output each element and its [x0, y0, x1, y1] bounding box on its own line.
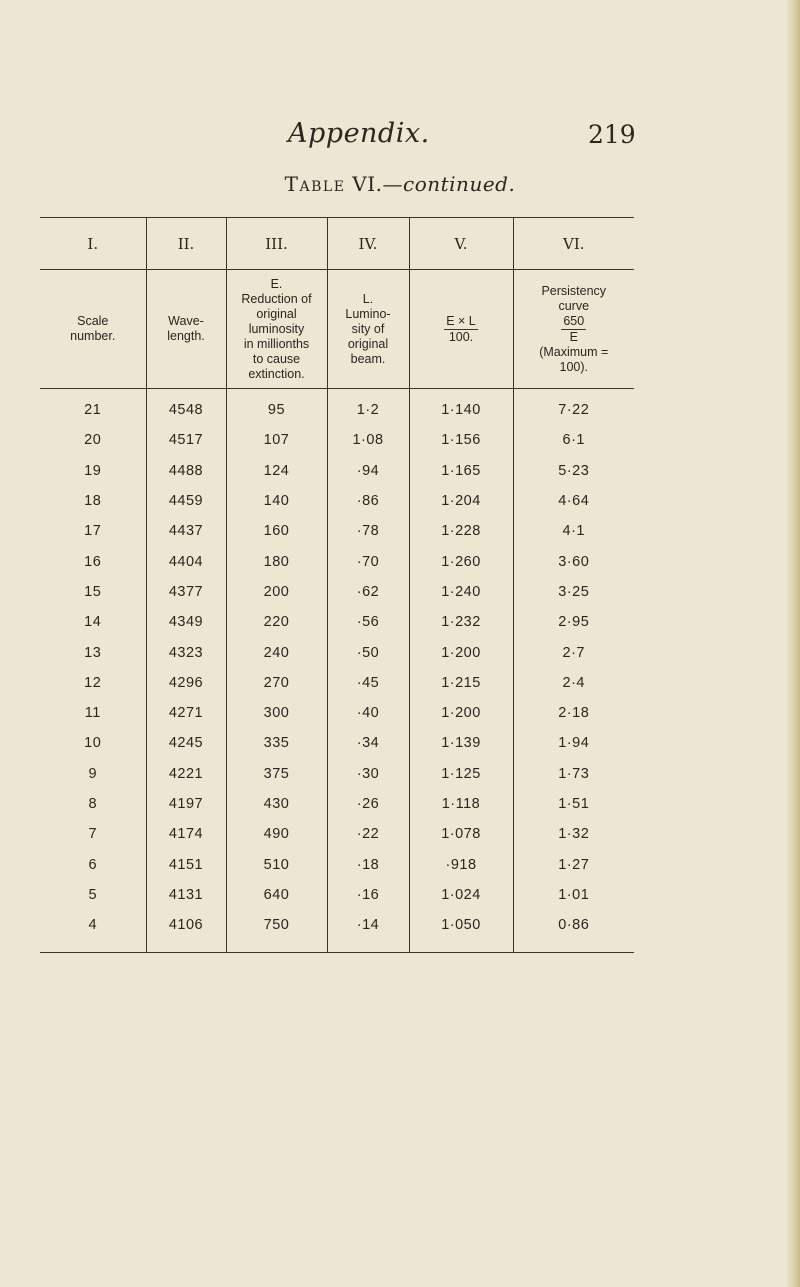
table-cell: 13: [40, 637, 146, 667]
desc-line: Wave-: [168, 314, 204, 328]
table-cell: 14: [40, 607, 146, 637]
table-cell: 4404: [146, 546, 226, 576]
table-cell: 7: [40, 819, 146, 849]
table-cell: ·56: [327, 607, 409, 637]
desc-line: Scale: [77, 314, 109, 328]
table-cell: 300: [226, 698, 327, 728]
table-cell: 95: [226, 389, 327, 426]
table-cell: 0·86: [513, 910, 634, 953]
table-cell: ·94: [327, 456, 409, 486]
table-cell: 9: [40, 759, 146, 789]
column-numeral: VI.: [513, 218, 634, 270]
table-cell: 4296: [146, 668, 226, 698]
table-cell: ·14: [327, 910, 409, 953]
desc-line: L.: [362, 291, 374, 306]
table-cell: 4517: [146, 425, 226, 455]
desc-line: length.: [167, 329, 205, 343]
table-cell: 7·22: [558, 402, 590, 419]
table-cell: 4271: [146, 698, 226, 728]
column-description-row: [40, 270, 634, 389]
desc-line: luminosity: [248, 321, 305, 336]
table-cell: 4377: [146, 577, 226, 607]
desc-line: (Maximum =: [539, 344, 609, 359]
table-cell: 5: [40, 880, 146, 910]
table-cell: 4·1: [562, 523, 585, 540]
table-cell: 2·95: [558, 614, 590, 631]
table-cell: 4·64: [558, 493, 590, 510]
table-row: [40, 607, 634, 637]
running-title: Appendix.: [288, 118, 430, 149]
table-row: [40, 516, 634, 546]
table-cell: 1·139: [409, 728, 513, 758]
table-cell: ·918: [409, 849, 513, 879]
table-cell: 1·165: [409, 456, 513, 486]
table-cell: 1·156: [409, 425, 513, 455]
table-cell: 107: [226, 425, 327, 455]
table-row: [40, 759, 634, 789]
fraction-denominator: 100.: [448, 329, 474, 344]
table-cell: 12: [40, 668, 146, 698]
table-cell: ·86: [327, 486, 409, 516]
caption-number: VI.: [352, 172, 383, 196]
table-cell: 200: [226, 577, 327, 607]
desc-line: curve: [558, 298, 590, 313]
table-body: [40, 389, 634, 953]
caption-table-word: Table: [284, 172, 346, 196]
column-description: [409, 270, 513, 389]
table-row: [40, 425, 634, 455]
table-cell: 4197: [146, 789, 226, 819]
desc-line: original: [347, 336, 389, 351]
table-cell: 1·140: [409, 389, 513, 426]
table-cell: 3·60: [558, 553, 590, 570]
column-description: [40, 270, 146, 389]
table-cell: 4131: [146, 880, 226, 910]
table-cell: 1·240: [409, 577, 513, 607]
table-cell: 21: [40, 389, 146, 426]
table-row: [40, 849, 634, 879]
table-cell: ·16: [327, 880, 409, 910]
table-cell: 124: [226, 456, 327, 486]
column-numeral: I.: [40, 218, 146, 270]
table-row: [40, 728, 634, 758]
table-cell: 1·024: [409, 880, 513, 910]
table-cell: 4151: [146, 849, 226, 879]
table-cell: ·40: [327, 698, 409, 728]
desc-line: 100).: [559, 359, 588, 374]
table-cell: 6: [40, 849, 146, 879]
table-cell: 4459: [146, 486, 226, 516]
column-numeral-row: [40, 218, 634, 270]
table-cell: 1·050: [409, 910, 513, 953]
table-cell: 10: [40, 728, 146, 758]
table-row: [40, 577, 634, 607]
table-cell: 1·73: [558, 765, 590, 782]
table-cell: 160: [226, 516, 327, 546]
table-cell: 1·215: [409, 668, 513, 698]
desc-line: original: [256, 306, 297, 321]
table-row: [40, 789, 634, 819]
table-cell: 490: [226, 819, 327, 849]
table-cell: 4548: [146, 389, 226, 426]
table-cell: 2·7: [562, 644, 585, 661]
table-cell: 1·118: [409, 789, 513, 819]
table-cell: 4106: [146, 910, 226, 953]
table-row: [40, 546, 634, 576]
column-numeral: II.: [146, 218, 226, 270]
table-cell: 20: [40, 425, 146, 455]
table-cell: 19: [40, 456, 146, 486]
table-cell: 140: [226, 486, 327, 516]
table-row: [40, 637, 634, 667]
table-cell: 270: [226, 668, 327, 698]
table-cell: 2·4: [562, 674, 585, 691]
desc-line: in millionths: [243, 336, 310, 351]
table-cell: 1·228: [409, 516, 513, 546]
table-cell: ·18: [327, 849, 409, 879]
table-cell: ·70: [327, 546, 409, 576]
table-cell: 4: [40, 910, 146, 953]
table-row: [40, 819, 634, 849]
table-cell: ·34: [327, 728, 409, 758]
table-cell: 4221: [146, 759, 226, 789]
table-cell: 4323: [146, 637, 226, 667]
table-row: [40, 698, 634, 728]
table-cell: 4174: [146, 819, 226, 849]
table-cell: 1·08: [327, 425, 409, 455]
table-cell: 220: [226, 607, 327, 637]
table-cell: 1·078: [409, 819, 513, 849]
table-cell: ·50: [327, 637, 409, 667]
page-number: 219: [588, 120, 636, 149]
fraction-numerator: E × L: [446, 313, 476, 328]
page-header: [0, 118, 800, 158]
table-cell: 1·27: [558, 856, 590, 873]
table-row: [40, 880, 634, 910]
column-description: [146, 270, 226, 389]
table-cell: 4349: [146, 607, 226, 637]
desc-line: beam.: [350, 351, 386, 366]
table-row: [40, 389, 634, 426]
table-cell: 17: [40, 516, 146, 546]
table-cell: 5·23: [558, 462, 590, 479]
table-cell: 240: [226, 637, 327, 667]
table-cell: 1·01: [558, 886, 590, 903]
desc-line: extinction.: [248, 366, 305, 381]
column-numeral: III.: [226, 218, 327, 270]
table-cell: 640: [226, 880, 327, 910]
table-cell: 430: [226, 789, 327, 819]
table-cell: ·78: [327, 516, 409, 546]
table-row: [40, 668, 634, 698]
table-row: [40, 910, 634, 953]
table-cell: 1·204: [409, 486, 513, 516]
table-row: [40, 456, 634, 486]
table-cell: 2·18: [558, 705, 590, 722]
table-cell: 15: [40, 577, 146, 607]
table-cell: 3·25: [558, 583, 590, 600]
table-cell: 11: [40, 698, 146, 728]
column-numeral: IV.: [327, 218, 409, 270]
table-cell: 1·200: [409, 637, 513, 667]
table-cell: 1·2: [327, 389, 409, 426]
desc-line: number.: [70, 329, 116, 343]
table-cell: ·45: [327, 668, 409, 698]
table-cell: 18: [40, 486, 146, 516]
table-cell: 510: [226, 849, 327, 879]
desc-line: Lumino-: [345, 306, 391, 321]
table-cell: 4245: [146, 728, 226, 758]
fraction-denominator: E: [569, 329, 578, 344]
fraction: [561, 314, 586, 345]
table-cell: 750: [226, 910, 327, 953]
table-cell: 4437: [146, 516, 226, 546]
data-table: [40, 217, 634, 953]
table-caption: [0, 172, 800, 196]
table-cell: ·62: [327, 577, 409, 607]
desc-line: sity of: [351, 321, 385, 336]
desc-line: Reduction of: [241, 291, 312, 306]
column-description: [226, 270, 327, 389]
table-cell: 1·32: [558, 826, 590, 843]
fraction: [444, 314, 478, 345]
table-cell: 16: [40, 546, 146, 576]
table-cell: 4488: [146, 456, 226, 486]
desc-line: to cause: [252, 351, 301, 366]
desc-line: E.: [270, 276, 283, 291]
fraction-numerator: 650: [563, 313, 585, 328]
table-cell: ·22: [327, 819, 409, 849]
table-cell: ·30: [327, 759, 409, 789]
table-cell: 375: [226, 759, 327, 789]
table-cell: 1·232: [409, 607, 513, 637]
table-cell: 1·51: [558, 796, 590, 812]
table-cell: 8: [40, 789, 146, 819]
column-description: [513, 270, 634, 389]
table-cell: 1·260: [409, 546, 513, 576]
column-numeral: V.: [409, 218, 513, 270]
table-cell: 180: [226, 546, 327, 576]
table-cell: 1·94: [558, 735, 590, 752]
column-description: [327, 270, 409, 389]
table-row: [40, 486, 634, 516]
table-cell: 6·1: [562, 432, 585, 449]
table-cell: 335: [226, 728, 327, 758]
table-cell: ·26: [327, 789, 409, 819]
table-cell: 1·200: [409, 698, 513, 728]
table-cell: 1·125: [409, 759, 513, 789]
caption-continued: —continued.: [382, 172, 516, 196]
desc-line: Persistency: [541, 283, 607, 298]
